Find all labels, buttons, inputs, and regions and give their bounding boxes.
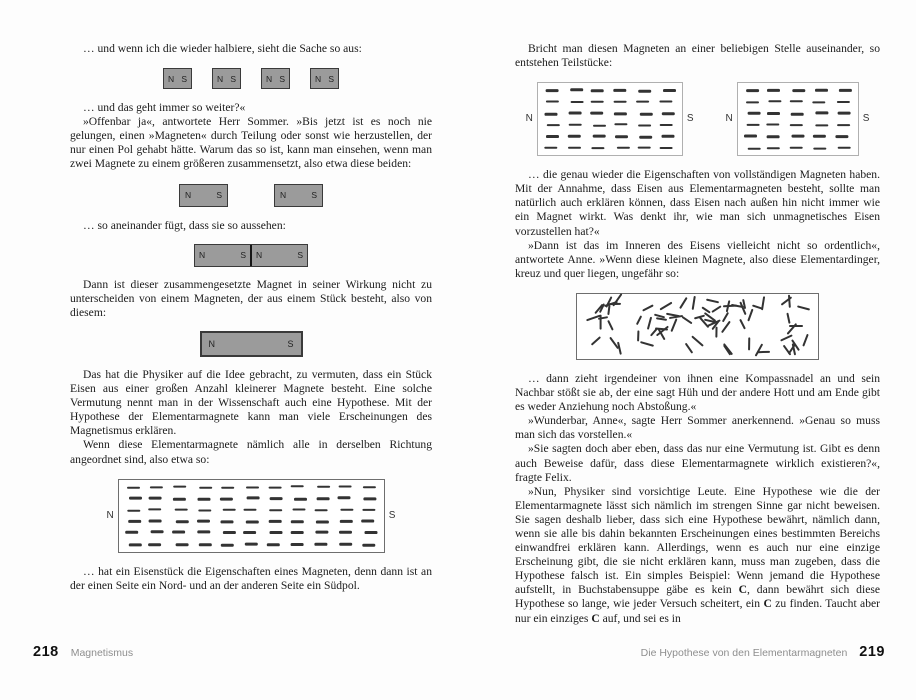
pole-label-south: S: [862, 113, 870, 125]
paragraph-offenbar: »Offenbar ja«, antwortete Herr Sommer. »Bis jetzt ist es noch nie gelungen, einen »Magneten« durch Teilung oder sonst wie herzustellen, der nur einen Pol gehabt hätte. Warum das so ist, kann man einsehen, wenn man zwei Magnete zu einem größeren zusammensetzt, also etwa diese beiden:: [70, 115, 432, 171]
pole-label-north: N: [199, 250, 206, 261]
diagram-random-elementary-magnets: [515, 293, 880, 360]
diagram-four-half-magnets: [70, 68, 432, 89]
page-number-right: 219: [859, 644, 885, 660]
pole-label-north: N: [208, 338, 215, 349]
paragraph-halving: … und wenn ich die wieder halbiere, sieht die Sache so aus:: [83, 42, 362, 55]
bar-magnet: [274, 184, 323, 207]
joined-bar-magnet: [194, 244, 308, 267]
paragraph-kompassnadel: … dann zieht irgendeiner von ihnen eine Kompassnadel an und sein Nachbar stößt sie ab, der eine sagt Hüh und der andere Hott und am Ende gibt es weder Anziehung noch Abstoßung.«: [515, 371, 880, 414]
iron-block-ordered: [118, 479, 385, 553]
pole-label-north: N: [168, 73, 175, 84]
pole-label-south: S: [240, 250, 246, 261]
magnet-half: [195, 245, 250, 266]
pole-label-south: S: [216, 190, 222, 201]
bar-magnet: [163, 68, 192, 89]
pole-label-south: S: [279, 73, 285, 84]
pole-label-north: N: [725, 113, 733, 125]
bar-magnet: [179, 184, 228, 207]
paragraph-wenn-diese: Wenn diese Elementarmagnete nämlich alle in derselben Richtung angeordnet sind, also etwa so:: [70, 438, 432, 466]
page-number-left: 218: [33, 644, 59, 660]
iron-piece-ordered: [737, 82, 859, 156]
paragraph-eigenschaften: … die genau wieder die Eigenschaften von vollständigen Magneten haben. Mit der Annahme, dass Eisen aus Elementarmagneten besteht, sollte man natürlich auch erklären können, dass Eisen nach außen hin nicht immer wie ein Magnet wirkt. Was denkt ihr, wie man sich unmagnetisches Eisen vorzustellen hat?«: [515, 168, 880, 238]
paragraph-aneinander: … so aneinander fügt, dass sie so aussehen:: [83, 218, 286, 232]
diagram-single-magnet: [70, 331, 432, 357]
pole-label-south: S: [297, 250, 303, 261]
diagram-joined-magnet: [70, 244, 432, 267]
bar-magnet-long: [200, 331, 303, 357]
pole-label-south: S: [328, 73, 334, 84]
iron-block-unordered: [576, 293, 819, 360]
pole-label-north: N: [217, 73, 224, 84]
paragraph-beweise: »Sie sagten doch aber eben, dass das nur eine Vermutung ist. Gibt es denn auch Beweise dafür, dass diese Elementarmagnete wirklich existieren?«, fragte Felix.: [515, 442, 880, 484]
paragraph-dann-ist: Dann ist dieser zusammengesetzte Magnet in seiner Wirkung nicht zu unterscheiden von einem Magneten, der aus einem Stück besteht, also von diesem:: [70, 277, 432, 319]
iron-piece-ordered: [537, 82, 683, 156]
pole-label-south: S: [311, 190, 317, 201]
paragraph-eisenstueck: … hat ein Eisenstück die Eigenschaften eines Magneten, denn dann ist an der einen Seite ein Nord- und an der anderen Seite ein Südpol.: [70, 564, 432, 592]
pole-label-south: S: [230, 73, 236, 84]
diagram-two-magnets: [70, 184, 432, 207]
diagram-ordered-elementary-magnets: [70, 479, 432, 553]
pole-label-north: N: [256, 250, 263, 261]
pole-label-north: N: [106, 509, 114, 521]
running-footer-left: Magnetismus: [70, 647, 134, 659]
paragraph-inneren: »Dann ist das im Inneren des Eisens vielleicht nicht so ordentlich«, antwortete Anne. »Wenn diese kleinen Magnete, also diese Elementardinger, kreuz und quer liegen, ungefähr so:: [515, 238, 880, 280]
pole-label-north: N: [280, 190, 287, 201]
magnet-half: [252, 245, 307, 266]
pole-label-south: S: [686, 113, 694, 125]
book-page-left: [70, 42, 432, 593]
paragraph-hypothese: »Nun, Physiker sind vorsichtige Leute. Eine Hypothese wie die der Elementarmagnete lässt sich nämlich im strengen Sinne gar nicht beweisen. Sie sagen deshalb lieber, dass sich eine Hypothese bewährt, nämlich dann, wenn sie alle bis dahin bekannten Erscheinungen eines bestimmten Bereichs einwandfrei erklären kann. Allerdings, wenn es auch nur eine einzige Erscheinung gibt, die sie nicht erklären kann, muss man zugeben, dass die Hypothese falsch ist. Ein simples Beispiel: Wenn jemand die Hypothese aufstellt, in Buchstabensuppe gäbe es kein C, dann bewährt sich diese Hypothese so lange, wie jeder Versuch scheitert, ein C zu finden. Taucht aber nur ein einziges C auf, und sei es in: [515, 484, 881, 625]
paragraph-goes-on: … und das geht immer so weiter?«: [83, 101, 246, 115]
diagram-broken-pieces: [515, 82, 880, 156]
paragraph-idee: Das hat die Physiker auf die Idee gebracht, zu vermuten, dass ein Stück Eisen aus einer großen Anzahl kleinerer Magnete besteht. Eine solche Vermutung nennt man in der Wissenschaft auch eine Hypothese. Mit der Hypothese der Elementarmagnete kann man viele Erscheinungen des Magnetismus erklären.: [70, 367, 432, 438]
pole-label-north: N: [315, 73, 322, 84]
pole-label-north: N: [266, 73, 273, 84]
bar-magnet: [310, 68, 339, 89]
paragraph-bricht: Bricht man diesen Magneten an einer beliebigen Stelle auseinander, so entstehen Teilstücke:: [515, 42, 880, 70]
running-footer-right: Die Hypothese von den Elementarmagneten: [640, 647, 848, 659]
bar-magnet: [261, 68, 290, 89]
pole-label-south: S: [287, 338, 294, 349]
pole-label-north: N: [525, 113, 533, 125]
pole-label-south: S: [181, 73, 187, 84]
bar-magnet: [212, 68, 241, 89]
pole-label-north: N: [185, 190, 192, 201]
right-page-footer: [641, 644, 885, 660]
left-page-footer: [33, 644, 133, 660]
book-page-right: [515, 42, 880, 626]
pole-label-south: S: [388, 509, 396, 521]
paragraph-wunderbar: »Wunderbar, Anne«, sagte Herr Sommer anerkennend. »Genau so muss man sich das vorstellen.«: [515, 414, 880, 442]
